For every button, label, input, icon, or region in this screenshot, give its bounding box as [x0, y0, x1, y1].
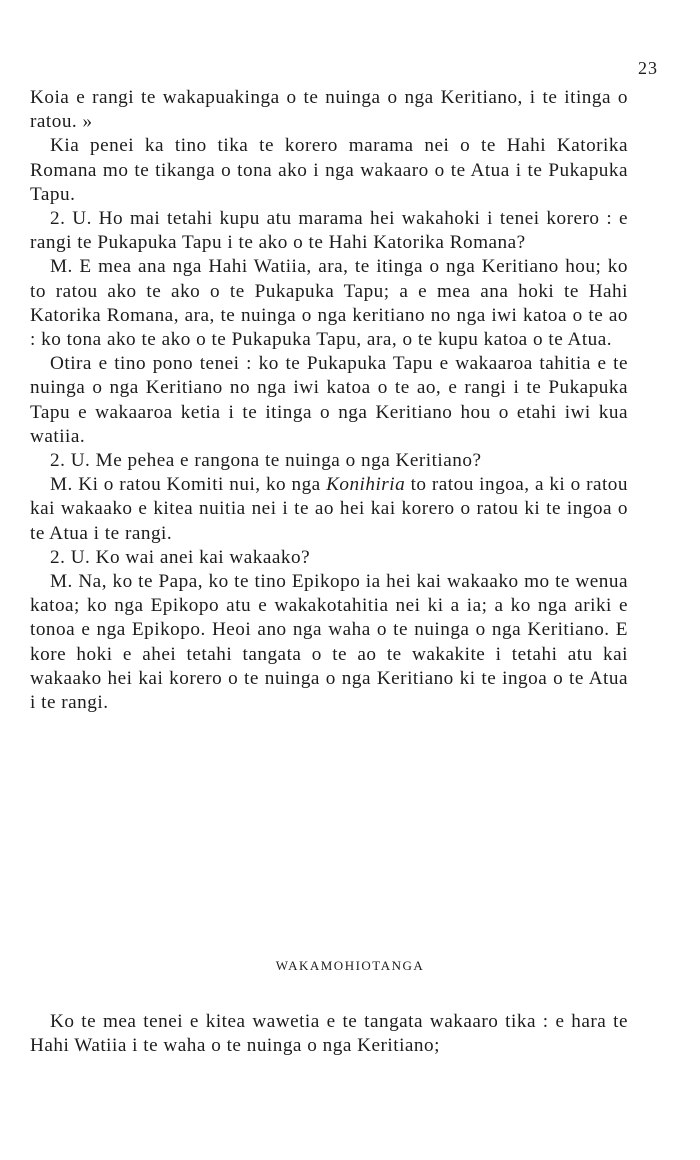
body-text	[30, 86, 628, 715]
paragraph: 2. U. Ko wai anei kai wakaako?	[50, 546, 311, 568]
page-number: 23	[638, 58, 658, 78]
paragraph: Ko te mea tenei e kitea wawetia e te tangata wakaaro tika : e hara te Hahi Watiia i te waha o te nuinga o nga Keritiano;	[30, 1011, 628, 1057]
paragraph: M. Na, ko te Papa, ko te tino Epikopo ia hei kai wakaako mo te wenua katoa; ko nga Epikopo atu e wakakotahitia nei ki a ia; a ko nga ariki e tonoa e nga Epikopo. Heoi ano nga waha o te nuinga o nga Keritiano. E kore hoki e ahei tetahi tangata o te ao te wakakite i tetahi atu kai wakaako hei kai korero o te nuinga o nga Keritiano ki te ingoa o te Atua i te rangi.	[30, 571, 628, 714]
paragraph: 2. U. Me pehea e rangona te nuinga o nga Keritiano?	[50, 450, 482, 472]
paragraph: Koia e rangi te wakapuakinga o te nuinga o nga Keritiano, i te itinga o ratou. »	[30, 87, 628, 133]
paragraph-text: to ratou ingoa, a ki o ratou kai wakaako e kitea nuitia nei i te ao hei kai korero o ratou ki te ingoa o te Atua i te rangi.	[30, 474, 628, 544]
paragraph: 2. U. Ho mai tetahi kupu atu marama hei wakahoki i tenei korero : e rangi te Pukapuka Tapu i te ako o te Hahi Katorika Romana?	[30, 208, 628, 254]
section-heading: WAKAMOHIOTANGA	[275, 958, 425, 973]
paragraph: M. E mea ana nga Hahi Watiia, ara, te itinga o nga Keritiano hou; ko to ratou ako te ako o te Pukapuka Tapu; a e mea ana hoki te Hahi Katorika Romana, ara, te nuinga o nga keritiano no nga iwi katoa o te ao : ko tona ako te ako o te Pukapuka Tapu, ara, o te kupu katoa o te Atua.	[30, 256, 628, 351]
paragraph: Kia penei ka tino tika te korero marama nei o te Hahi Katorika Romana mo te tikanga o tona ako i nga wakaaro o te Atua i te Pukapuka Tapu.	[30, 135, 628, 205]
paragraph-text: M. Ki o ratou Komiti nui, ko nga	[50, 474, 327, 496]
paragraph	[30, 473, 628, 546]
closing-text	[30, 1010, 628, 1058]
paragraph: Otira e tino pono tenei : ko te Pukapuka Tapu e wakaaroa tahitia e te nuinga o nga Keritiano no nga iwi katoa o te ao, e rangi i te Pukapuka Tapu e wakaaroa ketia i te itinga o nga Keritiano hou o etahi iwi kua watiia.	[30, 353, 628, 447]
italic-term: Konihiria	[326, 474, 406, 496]
